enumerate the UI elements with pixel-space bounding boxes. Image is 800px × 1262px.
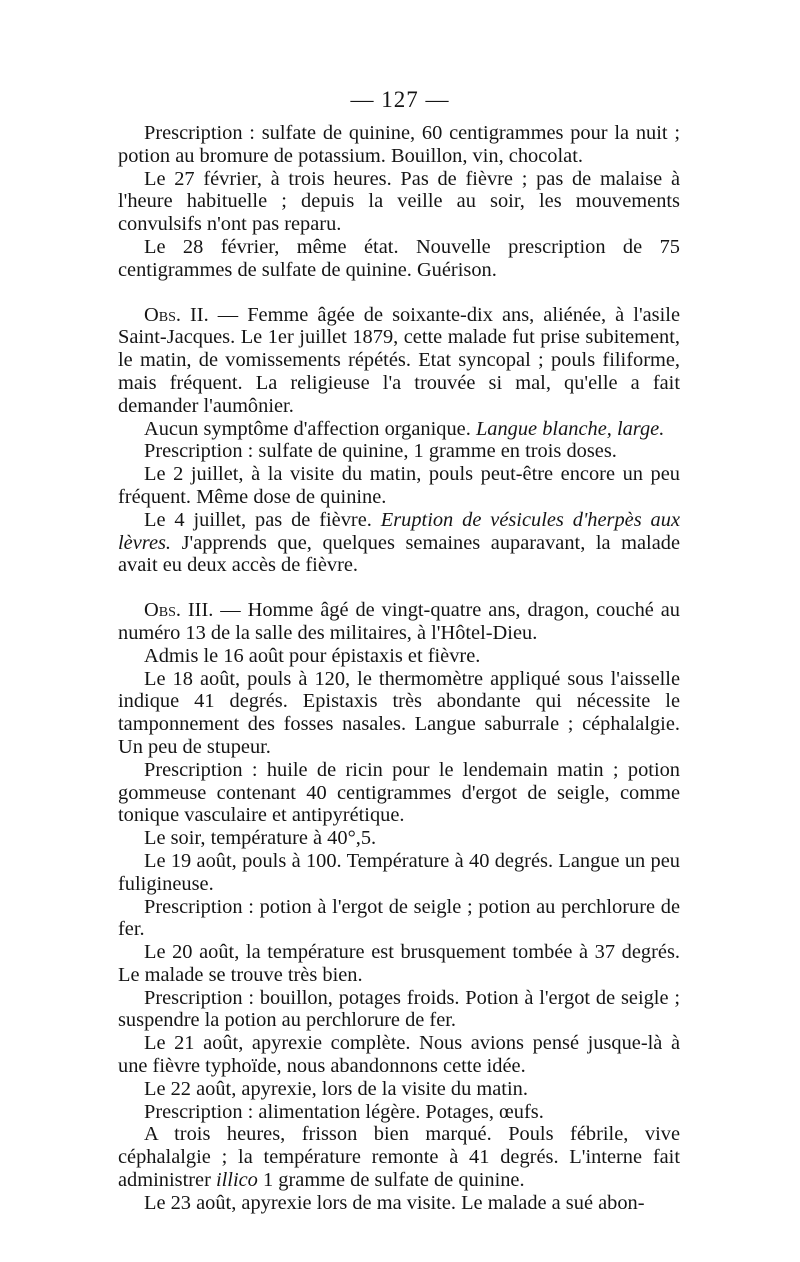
paragraph-text: Le 4 juillet, pas de fièvre. xyxy=(144,508,381,531)
paragraph: Le 2 juillet, à la visite du matin, pouls peut-être encore un peu fréquent. Même dose de quinine. xyxy=(118,463,680,508)
page-number: — 127 — xyxy=(350,87,450,112)
paragraph: Prescription : potion à l'ergot de seigle ; potion au perchlorure de fer. xyxy=(118,895,680,941)
paragraph: Prescription : sulfate de quinine, 60 centigrammes pour la nuit ; potion au bromure de potassium. Bouillon, vin, chocolat. xyxy=(118,122,680,167)
paragraph-text: J'apprends que, quelques semaines auparavant, la malade avait eu deux accès de fièvre. xyxy=(118,531,680,577)
observation-2-intro xyxy=(118,304,680,418)
paragraph-text: A trois heures, frisson bien marqué. Pouls fébrile, vive céphalalgie ; la température remonte à 41 degrés. L'interne fait administrer xyxy=(118,1123,680,1192)
paragraph: Le 28 février, même état. Nouvelle prescription de 75 centigrammes de sulfate de quinine. Guérison. xyxy=(118,235,680,281)
paragraph xyxy=(118,509,680,577)
observation-text: — Homme âgé de vingt-quatre ans, dragon, couché au numéro 13 de la salle des militaires, à l'Hôtel-Dieu. xyxy=(118,599,681,644)
paragraph: Le 19 août, pouls à 100. Température à 40 degrés. Langue un peu fuligineuse. xyxy=(118,849,680,895)
paragraph xyxy=(118,1123,680,1191)
paragraph: Le 22 août, apyrexie, lors de la visite du matin. xyxy=(144,1077,528,1100)
observation-text: — Femme âgée de soixante-dix ans, aliénée, à l'asile Saint-Jacques. Le 1er juillet 1879, cette malade fut prise subitement, le matin, de vomissements répétés. Etat syncopal ; pouls filiforme, mais fréquent. La religieuse l'a trouvée si mal, qu'elle a fait demander l'aumônier. xyxy=(118,303,680,417)
paragraph: Prescription : sulfate de quinine, 1 gramme en trois doses. xyxy=(144,440,617,463)
italic-text: Eruption de vésicules d'herpès aux lèvres. xyxy=(118,508,680,554)
paragraph: Prescription : huile de ricin pour le lendemain matin ; potion gommeuse contenant 40 centigrammes d'ergot de seigle, comme tonique vasculaire et antipyrétique. xyxy=(118,758,680,827)
paragraph xyxy=(118,418,680,441)
italic-text: illico xyxy=(215,1169,258,1192)
observation-label: Obs. II. xyxy=(144,303,209,326)
paragraph: Le 21 août, apyrexie complète. Nous avions pensé jusque-là à une fièvre typhoïde, nous abandonnons cette idée. xyxy=(118,1032,680,1078)
paragraph: Le 18 août, pouls à 120, le thermomètre appliqué sous l'aisselle indique 41 degrés. Epistaxis très abondante qui nécessite le tamponnement des fosses nasales. Langue saburrale ; céphalalgie. Un peu de stupeur. xyxy=(118,667,680,758)
observation-label: Obs. III. xyxy=(144,599,214,622)
paragraph: Prescription : bouillon, potages froids. Potion à l'ergot de seigle ; suspendre la potion au perchlorure de fer. xyxy=(118,986,680,1032)
paragraph: Le 20 août, la température est brusquement tombée à 37 degrés. Le malade se trouve très bien. xyxy=(118,941,680,986)
paragraph: Le 23 août, apyrexie lors de ma visite. Le malade a sué abon- xyxy=(144,1191,645,1214)
italic-text: Langue blanche, large. xyxy=(475,417,665,440)
paragraph-text: Aucun symptôme d'affection organique. xyxy=(144,417,476,440)
paragraph: Le 27 février, à trois heures. Pas de fièvre ; pas de malaise à l'heure habituelle ; depuis la veille au soir, les mouvements convulsifs n'ont pas reparu. xyxy=(118,167,680,236)
paragraph: Le soir, température à 40°,5. xyxy=(144,827,377,850)
paragraph: Prescription : alimentation légère. Potages, œufs. xyxy=(144,1100,544,1123)
paragraph: Admis le 16 août pour épistaxis et fièvre. xyxy=(144,644,481,667)
observation-3-intro xyxy=(118,599,680,645)
page-body xyxy=(118,122,680,1215)
paragraph-text: 1 gramme de sulfate de quinine. xyxy=(257,1169,525,1192)
